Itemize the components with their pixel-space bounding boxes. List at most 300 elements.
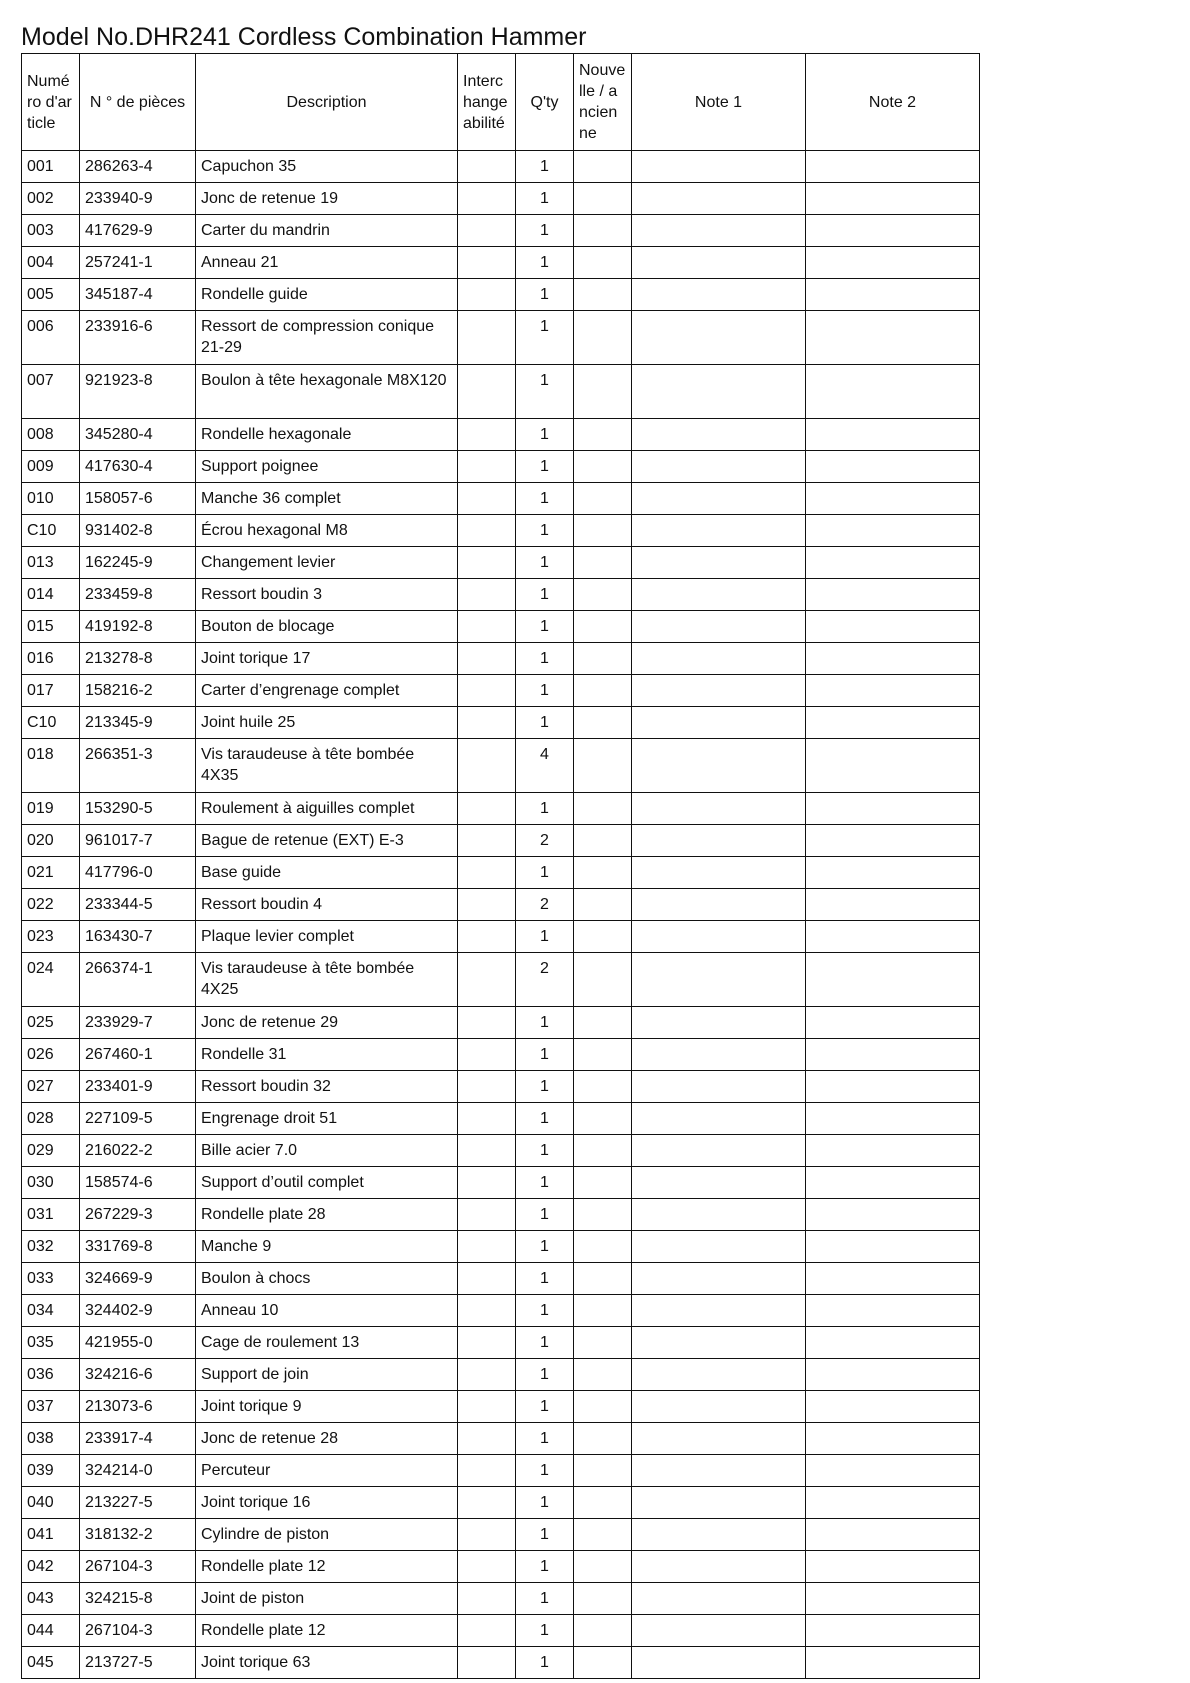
quantity-cell: 1: [516, 1071, 574, 1103]
new-old-cell: [574, 151, 632, 183]
table-row: [22, 643, 980, 675]
note-1-cell: [632, 365, 806, 419]
note-2-cell: [806, 247, 980, 279]
table-row: [22, 515, 980, 547]
description-cell: Anneau 10: [196, 1295, 458, 1327]
new-old-cell: [574, 921, 632, 953]
part-number-cell: 331769-8: [80, 1231, 196, 1263]
quantity-cell: 1: [516, 1615, 574, 1647]
interchangeability-cell: [458, 151, 516, 183]
interchangeability-cell: [458, 825, 516, 857]
interchangeability-cell: [458, 1583, 516, 1615]
part-number-cell: 266351-3: [80, 739, 196, 793]
item-number-cell: 039: [22, 1455, 80, 1487]
note-1-cell: [632, 419, 806, 451]
note-2-cell: [806, 1327, 980, 1359]
table-row: [22, 1519, 980, 1551]
part-number-cell: 233344-5: [80, 889, 196, 921]
description-cell: Percuteur: [196, 1455, 458, 1487]
note-2-cell: [806, 515, 980, 547]
item-number-cell: 033: [22, 1263, 80, 1295]
interchangeability-cell: [458, 1199, 516, 1231]
new-old-cell: [574, 279, 632, 311]
note-2-cell: [806, 1583, 980, 1615]
note-1-cell: [632, 1615, 806, 1647]
table-row: [22, 739, 980, 793]
table-row: [22, 953, 980, 1007]
description-cell: Boulon à chocs: [196, 1263, 458, 1295]
note-2-cell: [806, 1487, 980, 1519]
note-2-cell: [806, 365, 980, 419]
note-1-cell: [632, 1295, 806, 1327]
interchangeability-cell: [458, 419, 516, 451]
description-cell: Support d’outil complet: [196, 1167, 458, 1199]
item-number-cell: 038: [22, 1423, 80, 1455]
description-cell: Engrenage droit 51: [196, 1103, 458, 1135]
note-2-cell: [806, 1039, 980, 1071]
quantity-cell: 1: [516, 1135, 574, 1167]
new-old-cell: [574, 643, 632, 675]
part-number-cell: 233401-9: [80, 1071, 196, 1103]
item-number-cell: 025: [22, 1007, 80, 1039]
table-row: [22, 857, 980, 889]
quantity-cell: 1: [516, 675, 574, 707]
note-2-cell: [806, 1615, 980, 1647]
interchangeability-cell: [458, 1647, 516, 1679]
new-old-cell: [574, 419, 632, 451]
note-1-cell: [632, 1359, 806, 1391]
item-number-cell: 026: [22, 1039, 80, 1071]
item-number-cell: 032: [22, 1231, 80, 1263]
table-row: [22, 247, 980, 279]
new-old-cell: [574, 1103, 632, 1135]
note-1-cell: [632, 483, 806, 515]
item-number-cell: 036: [22, 1359, 80, 1391]
table-row: [22, 1327, 980, 1359]
note-2-cell: [806, 889, 980, 921]
table-row: [22, 1039, 980, 1071]
note-1-cell: [632, 1487, 806, 1519]
part-number-cell: 233940-9: [80, 183, 196, 215]
item-number-cell: 004: [22, 247, 80, 279]
note-2-cell: [806, 1167, 980, 1199]
description-cell: Base guide: [196, 857, 458, 889]
part-number-cell: 266374-1: [80, 953, 196, 1007]
new-old-cell: [574, 183, 632, 215]
interchangeability-cell: [458, 793, 516, 825]
table-row: [22, 825, 980, 857]
note-2-cell: [806, 1359, 980, 1391]
item-number-cell: 006: [22, 311, 80, 365]
note-1-cell: [632, 215, 806, 247]
note-2-cell: [806, 279, 980, 311]
interchangeability-cell: [458, 247, 516, 279]
quantity-cell: 1: [516, 1583, 574, 1615]
new-old-cell: [574, 953, 632, 1007]
note-1-cell: [632, 579, 806, 611]
interchangeability-cell: [458, 889, 516, 921]
description-cell: Vis taraudeuse à tête bombée 4X25: [196, 953, 458, 1007]
note-2-cell: [806, 825, 980, 857]
note-2-cell: [806, 1263, 980, 1295]
table-row: [22, 1487, 980, 1519]
item-number-cell: 005: [22, 279, 80, 311]
note-1-cell: [632, 793, 806, 825]
item-number-cell: 043: [22, 1583, 80, 1615]
interchangeability-cell: [458, 1167, 516, 1199]
note-2-cell: [806, 1647, 980, 1679]
description-cell: Cylindre de piston: [196, 1519, 458, 1551]
note-1-cell: [632, 1391, 806, 1423]
item-number-cell: 045: [22, 1647, 80, 1679]
table-row: [22, 311, 980, 365]
part-number-cell: 233459-8: [80, 579, 196, 611]
header-item-number: Numéro d'article: [22, 54, 80, 151]
new-old-cell: [574, 1231, 632, 1263]
quantity-cell: 4: [516, 739, 574, 793]
part-number-cell: 227109-5: [80, 1103, 196, 1135]
note-1-cell: [632, 675, 806, 707]
quantity-cell: 1: [516, 419, 574, 451]
description-cell: Cage de roulement 13: [196, 1327, 458, 1359]
description-cell: Changement levier: [196, 547, 458, 579]
note-1-cell: [632, 515, 806, 547]
description-cell: Rondelle 31: [196, 1039, 458, 1071]
description-cell: Jonc de retenue 19: [196, 183, 458, 215]
description-cell: Ressort boudin 4: [196, 889, 458, 921]
table-row: [22, 579, 980, 611]
header-description: Description: [196, 54, 458, 151]
interchangeability-cell: [458, 1231, 516, 1263]
part-number-cell: 286263-4: [80, 151, 196, 183]
interchangeability-cell: [458, 515, 516, 547]
item-number-cell: 040: [22, 1487, 80, 1519]
new-old-cell: [574, 825, 632, 857]
note-2-cell: [806, 215, 980, 247]
note-1-cell: [632, 183, 806, 215]
note-2-cell: [806, 311, 980, 365]
table-row: [22, 793, 980, 825]
quantity-cell: 1: [516, 1647, 574, 1679]
part-number-cell: 233916-6: [80, 311, 196, 365]
quantity-cell: 1: [516, 547, 574, 579]
interchangeability-cell: [458, 215, 516, 247]
table-row: [22, 215, 980, 247]
note-1-cell: [632, 1647, 806, 1679]
item-number-cell: 007: [22, 365, 80, 419]
note-2-cell: [806, 675, 980, 707]
part-number-cell: 213227-5: [80, 1487, 196, 1519]
note-1-cell: [632, 739, 806, 793]
interchangeability-cell: [458, 1359, 516, 1391]
table-row: [22, 611, 980, 643]
description-cell: Capuchon 35: [196, 151, 458, 183]
part-number-cell: 158216-2: [80, 675, 196, 707]
item-number-cell: 021: [22, 857, 80, 889]
quantity-cell: 1: [516, 1039, 574, 1071]
item-number-cell: 008: [22, 419, 80, 451]
interchangeability-cell: [458, 1103, 516, 1135]
interchangeability-cell: [458, 1423, 516, 1455]
description-cell: Roulement à aiguilles complet: [196, 793, 458, 825]
interchangeability-cell: [458, 739, 516, 793]
description-cell: Joint de piston: [196, 1583, 458, 1615]
part-number-cell: 345187-4: [80, 279, 196, 311]
item-number-cell: 017: [22, 675, 80, 707]
quantity-cell: 1: [516, 1423, 574, 1455]
note-1-cell: [632, 1231, 806, 1263]
note-2-cell: [806, 1519, 980, 1551]
note-1-cell: [632, 889, 806, 921]
header-new-old: Nouvelle / ancienne: [574, 54, 632, 151]
description-cell: Rondelle plate 28: [196, 1199, 458, 1231]
new-old-cell: [574, 1327, 632, 1359]
note-1-cell: [632, 1039, 806, 1071]
quantity-cell: 1: [516, 311, 574, 365]
item-number-cell: 037: [22, 1391, 80, 1423]
interchangeability-cell: [458, 1039, 516, 1071]
new-old-cell: [574, 889, 632, 921]
part-number-cell: 419192-8: [80, 611, 196, 643]
note-1-cell: [632, 1007, 806, 1039]
quantity-cell: 1: [516, 707, 574, 739]
description-cell: Joint torique 17: [196, 643, 458, 675]
new-old-cell: [574, 739, 632, 793]
note-1-cell: [632, 547, 806, 579]
part-number-cell: 213073-6: [80, 1391, 196, 1423]
part-number-cell: 421955-0: [80, 1327, 196, 1359]
quantity-cell: 1: [516, 515, 574, 547]
note-2-cell: [806, 1295, 980, 1327]
description-cell: Rondelle plate 12: [196, 1615, 458, 1647]
description-cell: Joint torique 16: [196, 1487, 458, 1519]
note-1-cell: [632, 1103, 806, 1135]
table-row: [22, 1583, 980, 1615]
note-2-cell: [806, 151, 980, 183]
table-row: [22, 1199, 980, 1231]
part-number-cell: 257241-1: [80, 247, 196, 279]
note-1-cell: [632, 1551, 806, 1583]
part-number-cell: 324669-9: [80, 1263, 196, 1295]
part-number-cell: 267229-3: [80, 1199, 196, 1231]
quantity-cell: 1: [516, 1487, 574, 1519]
quantity-cell: 1: [516, 1295, 574, 1327]
part-number-cell: 233929-7: [80, 1007, 196, 1039]
note-2-cell: [806, 1231, 980, 1263]
quantity-cell: 1: [516, 1167, 574, 1199]
description-cell: Écrou hexagonal M8: [196, 515, 458, 547]
interchangeability-cell: [458, 483, 516, 515]
header-note-2: Note 2: [806, 54, 980, 151]
interchangeability-cell: [458, 1519, 516, 1551]
part-number-cell: 324215-8: [80, 1583, 196, 1615]
note-1-cell: [632, 451, 806, 483]
item-number-cell: 044: [22, 1615, 80, 1647]
new-old-cell: [574, 1583, 632, 1615]
new-old-cell: [574, 1615, 632, 1647]
table-row: [22, 1359, 980, 1391]
note-2-cell: [806, 953, 980, 1007]
description-cell: Rondelle hexagonale: [196, 419, 458, 451]
interchangeability-cell: [458, 675, 516, 707]
quantity-cell: 1: [516, 1103, 574, 1135]
table-row: [22, 1551, 980, 1583]
table-row: [22, 1295, 980, 1327]
note-2-cell: [806, 1423, 980, 1455]
item-number-cell: 024: [22, 953, 80, 1007]
interchangeability-cell: [458, 1295, 516, 1327]
note-2-cell: [806, 483, 980, 515]
note-2-cell: [806, 1103, 980, 1135]
header-interchangeability: Interchangeabilité: [458, 54, 516, 151]
new-old-cell: [574, 707, 632, 739]
part-number-cell: 158574-6: [80, 1167, 196, 1199]
quantity-cell: 1: [516, 579, 574, 611]
note-1-cell: [632, 953, 806, 1007]
table-row: [22, 183, 980, 215]
interchangeability-cell: [458, 1391, 516, 1423]
note-1-cell: [632, 857, 806, 889]
quantity-cell: 1: [516, 1551, 574, 1583]
quantity-cell: 1: [516, 215, 574, 247]
item-number-cell: 013: [22, 547, 80, 579]
part-number-cell: 267104-3: [80, 1551, 196, 1583]
new-old-cell: [574, 675, 632, 707]
quantity-cell: 1: [516, 857, 574, 889]
interchangeability-cell: [458, 1327, 516, 1359]
table-row: [22, 707, 980, 739]
item-number-cell: 042: [22, 1551, 80, 1583]
part-number-cell: 931402-8: [80, 515, 196, 547]
item-number-cell: 034: [22, 1295, 80, 1327]
note-1-cell: [632, 151, 806, 183]
note-1-cell: [632, 643, 806, 675]
header-row: [22, 54, 980, 151]
note-2-cell: [806, 1007, 980, 1039]
note-1-cell: [632, 1327, 806, 1359]
interchangeability-cell: [458, 1455, 516, 1487]
new-old-cell: [574, 1199, 632, 1231]
new-old-cell: [574, 1135, 632, 1167]
note-1-cell: [632, 1519, 806, 1551]
interchangeability-cell: [458, 1551, 516, 1583]
new-old-cell: [574, 1423, 632, 1455]
description-cell: Joint torique 9: [196, 1391, 458, 1423]
note-2-cell: [806, 183, 980, 215]
document-title: Model No.DHR241 Cordless Combination Hammer: [21, 23, 587, 51]
item-number-cell: C10: [22, 515, 80, 547]
note-1-cell: [632, 1199, 806, 1231]
description-cell: Jonc de retenue 29: [196, 1007, 458, 1039]
note-1-cell: [632, 1583, 806, 1615]
part-number-cell: 213278-8: [80, 643, 196, 675]
item-number-cell: 031: [22, 1199, 80, 1231]
note-1-cell: [632, 1167, 806, 1199]
new-old-cell: [574, 1647, 632, 1679]
interchangeability-cell: [458, 921, 516, 953]
interchangeability-cell: [458, 857, 516, 889]
interchangeability-cell: [458, 1615, 516, 1647]
description-cell: Manche 36 complet: [196, 483, 458, 515]
new-old-cell: [574, 1167, 632, 1199]
new-old-cell: [574, 579, 632, 611]
new-old-cell: [574, 1551, 632, 1583]
quantity-cell: 1: [516, 643, 574, 675]
new-old-cell: [574, 247, 632, 279]
quantity-cell: 1: [516, 279, 574, 311]
part-number-cell: 267104-3: [80, 1615, 196, 1647]
interchangeability-cell: [458, 1071, 516, 1103]
note-2-cell: [806, 1455, 980, 1487]
note-1-cell: [632, 825, 806, 857]
table-row: [22, 921, 980, 953]
part-number-cell: 961017-7: [80, 825, 196, 857]
quantity-cell: 1: [516, 611, 574, 643]
table-row: [22, 483, 980, 515]
table-row: [22, 1007, 980, 1039]
item-number-cell: 001: [22, 151, 80, 183]
note-1-cell: [632, 247, 806, 279]
description-cell: Vis taraudeuse à tête bombée 4X35: [196, 739, 458, 793]
note-2-cell: [806, 643, 980, 675]
item-number-cell: 014: [22, 579, 80, 611]
quantity-cell: 1: [516, 247, 574, 279]
part-number-cell: 417629-9: [80, 215, 196, 247]
interchangeability-cell: [458, 1487, 516, 1519]
new-old-cell: [574, 1359, 632, 1391]
table-row: [22, 279, 980, 311]
header-note-1: Note 1: [632, 54, 806, 151]
table-row: [22, 675, 980, 707]
new-old-cell: [574, 1039, 632, 1071]
new-old-cell: [574, 1071, 632, 1103]
quantity-cell: 1: [516, 1263, 574, 1295]
note-1-cell: [632, 1135, 806, 1167]
description-cell: Jonc de retenue 28: [196, 1423, 458, 1455]
part-number-cell: 216022-2: [80, 1135, 196, 1167]
new-old-cell: [574, 515, 632, 547]
table-row: [22, 1455, 980, 1487]
quantity-cell: 1: [516, 1359, 574, 1391]
table-row: [22, 1423, 980, 1455]
table-row: [22, 151, 980, 183]
interchangeability-cell: [458, 1263, 516, 1295]
quantity-cell: 1: [516, 483, 574, 515]
description-cell: Bague de retenue (EXT) E-3: [196, 825, 458, 857]
note-2-cell: [806, 739, 980, 793]
new-old-cell: [574, 311, 632, 365]
part-number-cell: 921923-8: [80, 365, 196, 419]
description-cell: Ressort de compression conique 21-29: [196, 311, 458, 365]
parts-table: [21, 53, 980, 1679]
note-1-cell: [632, 311, 806, 365]
new-old-cell: [574, 451, 632, 483]
parts-table-body: [22, 151, 980, 1679]
table-row: [22, 547, 980, 579]
quantity-cell: 1: [516, 793, 574, 825]
table-row: [22, 889, 980, 921]
interchangeability-cell: [458, 311, 516, 365]
item-number-cell: 030: [22, 1167, 80, 1199]
note-2-cell: [806, 921, 980, 953]
description-cell: Bouton de blocage: [196, 611, 458, 643]
item-number-cell: 028: [22, 1103, 80, 1135]
note-2-cell: [806, 547, 980, 579]
new-old-cell: [574, 793, 632, 825]
new-old-cell: [574, 1391, 632, 1423]
part-number-cell: 213345-9: [80, 707, 196, 739]
interchangeability-cell: [458, 707, 516, 739]
